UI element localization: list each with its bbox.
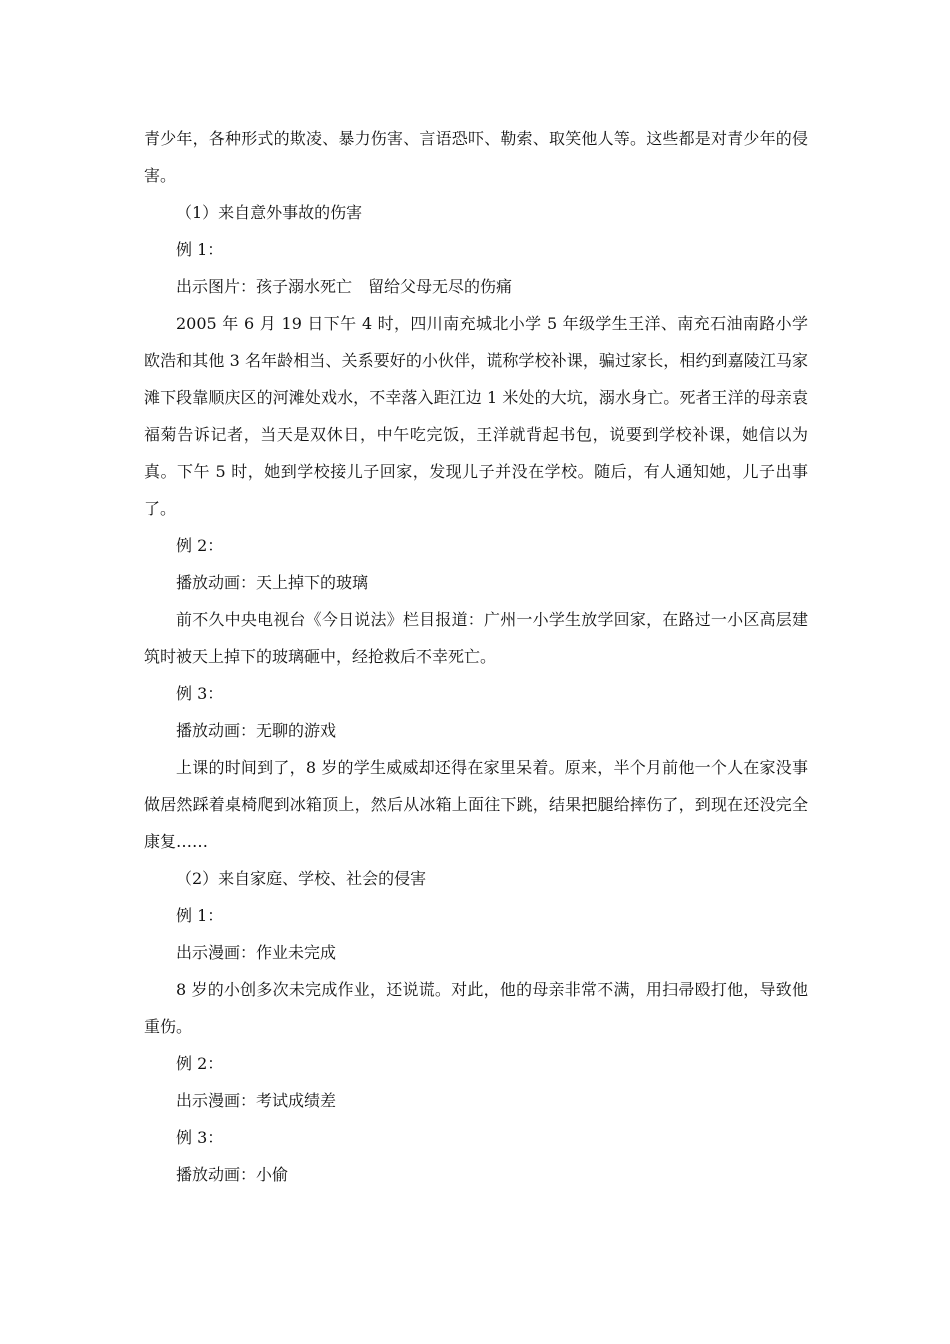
- example-story: 前不久中央电视台《今日说法》栏目报道：广州一小学生放学回家，在路过一小区高层建筑时被天上掉下的玻璃砸中，经抢救后不幸死亡。: [144, 610, 808, 666]
- example-label: 例 3：: [176, 684, 224, 703]
- document-body: [144, 120, 808, 1193]
- example-story: 上课的时间到了，8 岁的学生威威却还得在家里呆着。原来，半个月前他一个人在家没事做居然踩着桌椅爬到冰箱顶上，然后从冰箱上面往下跳，结果把腿给摔伤了，到现在还没完全康复……: [144, 758, 808, 851]
- example-caption: 出示漫画：作业未完成: [176, 943, 337, 962]
- example-label: 例 3：: [176, 1128, 224, 1147]
- example-label: 例 1：: [176, 906, 224, 925]
- example-story: 2005 年 6 月 19 日下午 4 时，四川南充城北小学 5 年级学生王洋、南充石油南路小学欧浩和其他 3 名年龄相当、关系要好的小伙伴，谎称学校补课，骗过家长，相约到嘉陵江马家滩下段靠顺庆区的河滩处戏水，不幸落入距江边 1 米处的大坑，溺水身亡。死者王洋的母亲袁福菊告诉记者，当天是双休日，中午吃完饭，王洋就背起书包，说要到学校补课，她信以为真。下午 5 时，她到学校接儿子回家，发现儿子并没在学校。随后，有人通知她，儿子出事了。: [144, 314, 808, 518]
- example-caption: 出示图片：孩子溺水死亡 留给父母无尽的伤痛: [176, 277, 513, 296]
- example-story: 8 岁的小创多次未完成作业，还说谎。对此，他的母亲非常不满，用扫帚殴打他，导致他重伤。: [144, 980, 808, 1036]
- example-caption: 出示漫画：考试成绩差: [176, 1091, 337, 1110]
- example-label: 例 1：: [176, 240, 224, 259]
- example-caption: 播放动画：天上掉下的玻璃: [176, 573, 369, 592]
- example-caption: 播放动画：小偷: [176, 1165, 289, 1184]
- paragraph-intro-continued: 青少年，各种形式的欺凌、暴力伤害、言语恐吓、勒索、取笑他人等。这些都是对青少年的侵害。: [144, 129, 808, 185]
- example-caption: 播放动画：无聊的游戏: [176, 721, 337, 740]
- example-label: 例 2：: [176, 1054, 224, 1073]
- section-heading-accidents: （1）来自意外事故的伤害: [176, 203, 363, 222]
- section-heading-infringement: （2）来自家庭、学校、社会的侵害: [176, 869, 427, 888]
- example-label: 例 2：: [176, 536, 224, 555]
